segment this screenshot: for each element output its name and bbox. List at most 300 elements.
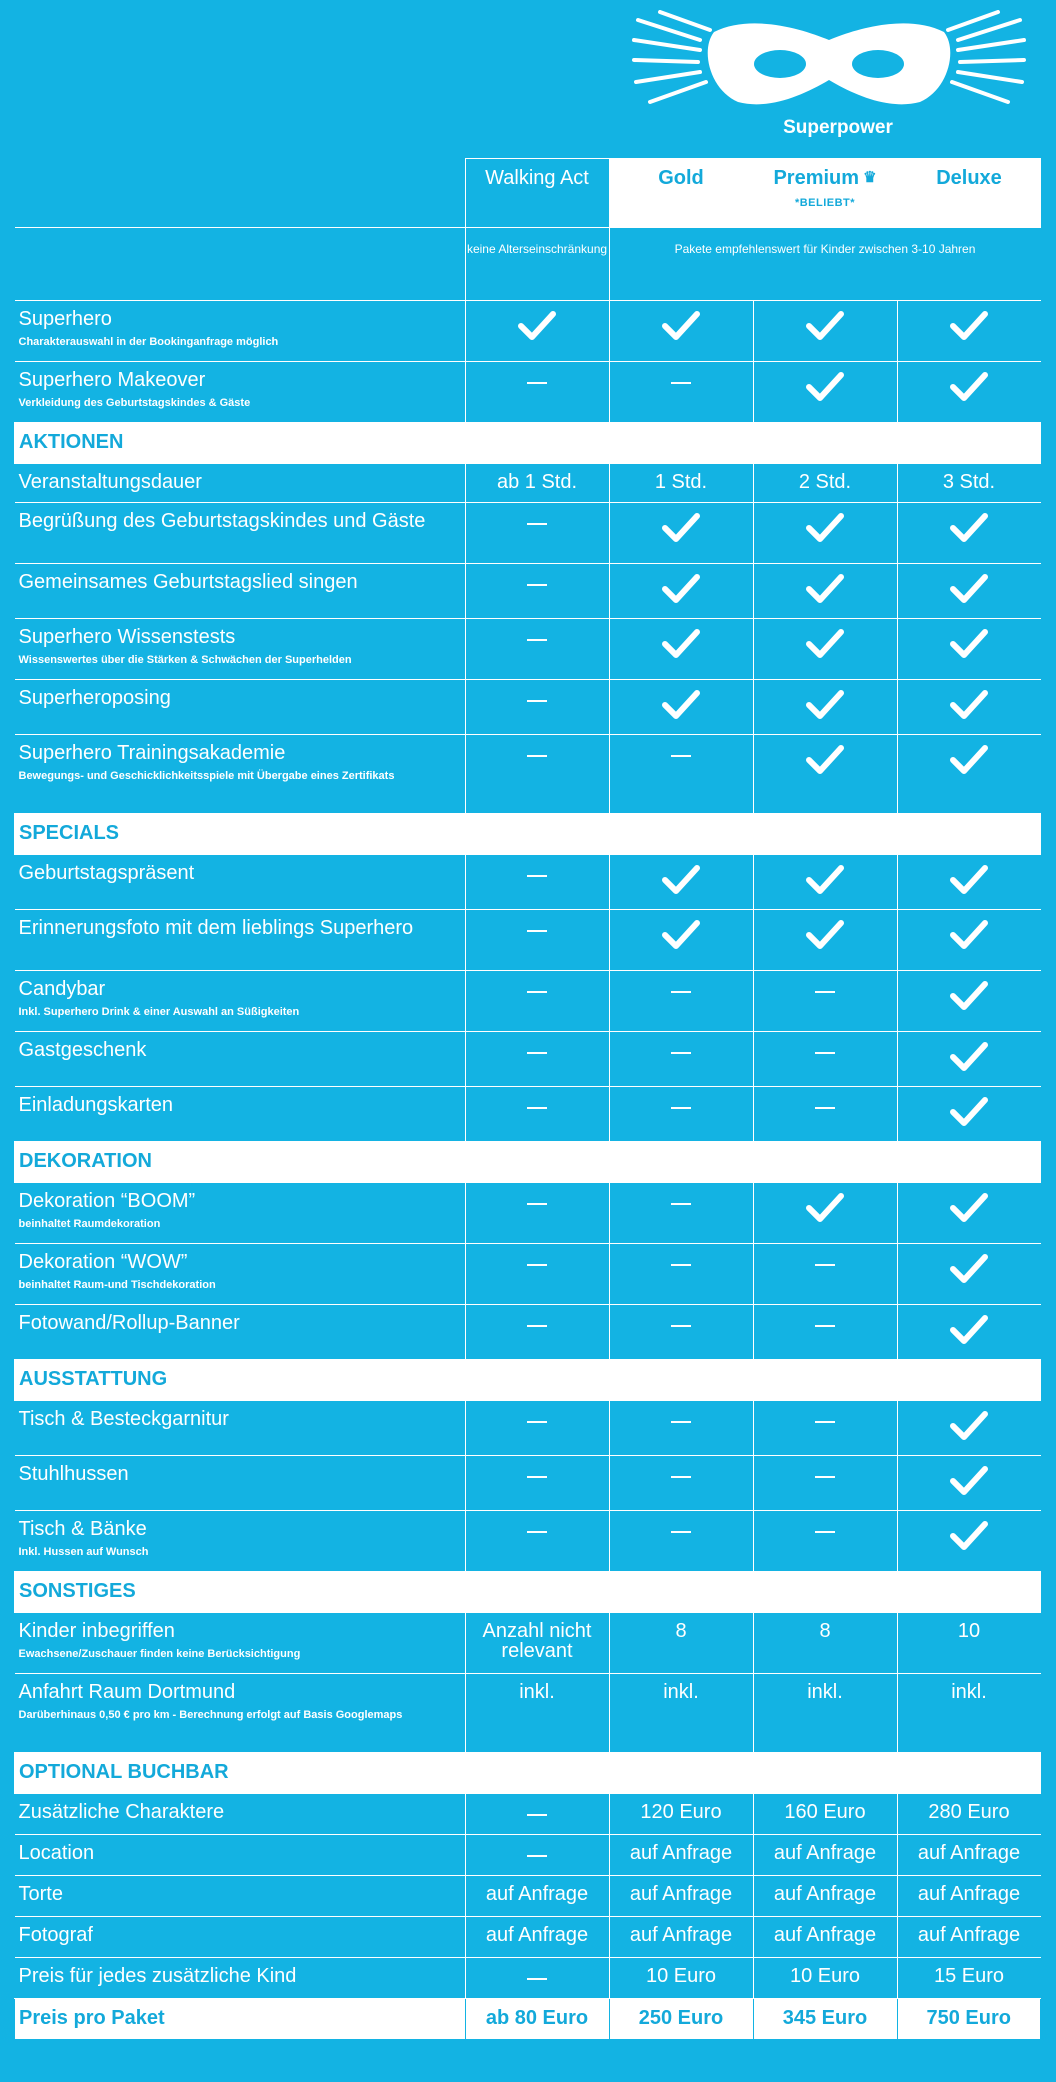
value-cell: [753, 1613, 897, 1674]
table-row: [15, 735, 1041, 814]
value-cell: [609, 1305, 753, 1360]
feature-cell: [15, 1835, 466, 1876]
value-cell: [609, 362, 753, 423]
cell-value: inkl.: [663, 1681, 699, 1703]
check-icon: [950, 629, 988, 659]
feature-note: Wissenswertes über die Stärken & Schwächen der Superhelden: [18, 654, 352, 666]
table-row: [15, 301, 1041, 362]
feature-label: Stuhlhussen: [18, 1463, 129, 1485]
feature-cell: [15, 301, 466, 362]
value-cell: [753, 971, 897, 1032]
cell-value: 10: [957, 1620, 981, 1642]
check-icon: [662, 574, 700, 604]
feature-label: Erinnerungsfoto mit dem lieblings Superhero: [18, 917, 414, 939]
value-cell: [753, 910, 897, 971]
dash-icon: [527, 1978, 547, 1980]
check-icon: [806, 690, 844, 720]
dash-icon: [527, 1203, 547, 1205]
feature-cell: [15, 1674, 466, 1753]
dash-icon: [527, 700, 547, 702]
feature-cell: [15, 1917, 466, 1958]
section-header: [15, 1572, 1041, 1613]
dash-icon: [527, 1421, 547, 1423]
section-title: AKTIONEN: [15, 423, 1041, 464]
dash-icon: [671, 1107, 691, 1109]
value-cell: [609, 1401, 753, 1456]
value-cell: [897, 1244, 1041, 1305]
value-cell: [465, 1674, 609, 1753]
dash-icon: [671, 1421, 691, 1423]
dash-icon: [671, 1476, 691, 1478]
table-row: [15, 1794, 1041, 1835]
value-cell: [609, 1032, 753, 1087]
feature-cell: [15, 362, 466, 423]
check-icon: [950, 1097, 988, 1127]
cell-value: auf Anfrage: [485, 1924, 589, 1946]
check-icon: [950, 1042, 988, 1072]
dash-icon: [527, 1107, 547, 1109]
check-icon: [950, 920, 988, 950]
cell-value: inkl.: [807, 1681, 843, 1703]
value-cell: [609, 1244, 753, 1305]
value-cell: [897, 1305, 1041, 1360]
table-row: [15, 680, 1041, 735]
check-icon: [950, 1254, 988, 1284]
value-cell: [897, 971, 1041, 1032]
feature-cell: [15, 971, 466, 1032]
table-row: [15, 564, 1041, 619]
age-note-walking: keine Alterseinschränkung: [465, 228, 609, 301]
value-cell: [609, 1917, 753, 1958]
table-row: [15, 1958, 1041, 1999]
value-cell: [897, 301, 1041, 362]
table-row: [15, 1917, 1041, 1958]
value-cell: [897, 464, 1041, 503]
column-premium: Premium ♛ *BELIEBT*: [753, 159, 897, 228]
column-deluxe: Deluxe: [897, 159, 1041, 228]
value-cell: [465, 1511, 609, 1572]
value-cell: [753, 1401, 897, 1456]
cell-value: 280 Euro: [928, 1801, 1010, 1823]
feature-label: Superhero Trainingsakademie: [18, 742, 286, 764]
feature-label: Dekoration “BOOM”: [18, 1190, 196, 1212]
value-cell: [609, 1183, 753, 1244]
feature-cell: [15, 564, 466, 619]
dash-icon: [527, 1264, 547, 1266]
check-icon: [950, 1193, 988, 1223]
check-icon: [662, 865, 700, 895]
feature-note: Inkl. Superhero Drink & einer Auswahl an Süßigkeiten: [18, 1006, 300, 1018]
value-cell: [609, 1794, 753, 1835]
value-cell: [609, 1876, 753, 1917]
dash-icon: [527, 930, 547, 932]
dash-icon: [527, 1325, 547, 1327]
value-cell: [465, 503, 609, 564]
feature-cell: [15, 1613, 466, 1674]
package-price: ab 80 Euro: [465, 1999, 609, 2040]
dash-icon: [527, 639, 547, 641]
value-cell: [753, 1917, 897, 1958]
value-cell: [465, 1183, 609, 1244]
check-icon: [806, 574, 844, 604]
feature-cell: [15, 1183, 466, 1244]
section-header: [15, 1753, 1041, 1794]
value-cell: [609, 301, 753, 362]
value-cell: [465, 1917, 609, 1958]
feature-note: Darüberhinaus 0,50 € pro km - Berechnung erfolgt auf Basis Googlemaps: [18, 1709, 403, 1721]
value-cell: [465, 1958, 609, 1999]
value-cell: [609, 1511, 753, 1572]
value-cell: [753, 464, 897, 503]
value-cell: [609, 464, 753, 503]
value-cell: [753, 1835, 897, 1876]
cell-value: 1 Std.: [654, 471, 708, 493]
check-icon: [518, 311, 556, 341]
check-icon: [950, 1315, 988, 1345]
dash-icon: [815, 1325, 835, 1327]
package-price: 250 Euro: [609, 1999, 753, 2040]
dash-icon: [527, 1814, 547, 1816]
value-cell: [897, 1401, 1041, 1456]
package-price: 750 Euro: [897, 1999, 1041, 2040]
check-icon: [662, 920, 700, 950]
section-title: OPTIONAL BUCHBAR: [15, 1753, 1041, 1794]
dash-icon: [527, 1531, 547, 1533]
value-cell: [897, 503, 1041, 564]
package-price: 345 Euro: [753, 1999, 897, 2040]
value-cell: [465, 680, 609, 735]
feature-cell: [15, 855, 466, 910]
dash-icon: [671, 1264, 691, 1266]
value-cell: [609, 503, 753, 564]
feature-label: Geburtstagspräsent: [18, 862, 195, 884]
feature-cell: [15, 1087, 466, 1142]
value-cell: [609, 1835, 753, 1876]
feature-cell: [15, 910, 466, 971]
feature-note: Bewegungs- und Geschicklichkeitsspiele mit Übergabe eines Zertifikats: [18, 770, 395, 782]
feature-cell: [15, 1305, 466, 1360]
value-cell: [753, 619, 897, 680]
price-label: Preis pro Paket: [15, 1999, 466, 2040]
price-row: [15, 1999, 1041, 2040]
dash-icon: [671, 1052, 691, 1054]
dash-icon: [815, 991, 835, 993]
value-cell: [465, 1456, 609, 1511]
value-cell: [465, 1876, 609, 1917]
check-icon: [662, 513, 700, 543]
value-cell: [465, 1244, 609, 1305]
table-row: [15, 855, 1041, 910]
feature-label: Fotograf: [18, 1924, 93, 1946]
value-cell: [753, 735, 897, 814]
value-cell: [609, 855, 753, 910]
cell-value: auf Anfrage: [485, 1883, 589, 1905]
cell-value: auf Anfrage: [917, 1842, 1021, 1864]
dash-icon: [527, 755, 547, 757]
value-cell: [465, 464, 609, 503]
comparison-table: [14, 158, 1041, 2040]
feature-cell: [15, 1794, 466, 1835]
value-cell: [753, 1876, 897, 1917]
value-cell: [465, 971, 609, 1032]
value-cell: [465, 1401, 609, 1456]
dash-icon: [527, 1855, 547, 1857]
dash-icon: [671, 382, 691, 384]
feature-label: Preis für jedes zusätzliche Kind: [18, 1965, 297, 1987]
section-header: [15, 1142, 1041, 1183]
cell-value: 120 Euro: [640, 1801, 722, 1823]
cell-value: 8: [675, 1620, 687, 1642]
check-icon: [950, 574, 988, 604]
value-cell: [753, 1958, 897, 1999]
value-cell: [897, 735, 1041, 814]
feature-note: Ewachsene/Zuschauer finden keine Berücksichtigung: [18, 1648, 301, 1660]
hero-header: [14, 0, 1040, 158]
dash-icon: [815, 1052, 835, 1054]
value-cell: [465, 564, 609, 619]
feature-cell: [15, 1401, 466, 1456]
value-cell: [753, 1244, 897, 1305]
cell-value: inkl.: [951, 1681, 987, 1703]
table-row: [15, 1876, 1041, 1917]
cell-value: 10 Euro: [789, 1965, 861, 1987]
feature-cell: [15, 619, 466, 680]
column-walking-act: Walking Act: [465, 159, 609, 228]
column-gold: Gold: [609, 159, 753, 228]
value-cell: [897, 1183, 1041, 1244]
dash-icon: [815, 1107, 835, 1109]
feature-cell: [15, 1511, 466, 1572]
cell-value: Anzahl nicht relevant: [482, 1620, 592, 1662]
cell-value: 10 Euro: [645, 1965, 717, 1987]
feature-cell: [15, 1456, 466, 1511]
cell-value: inkl.: [519, 1681, 555, 1703]
value-cell: [609, 735, 753, 814]
section-title: DEKORATION: [15, 1142, 1041, 1183]
value-cell: [753, 1032, 897, 1087]
table-row: [15, 362, 1041, 423]
feature-label: Begrüßung des Geburtstagskindes und Gäste: [18, 510, 426, 532]
value-cell: [465, 1087, 609, 1142]
value-cell: [897, 1456, 1041, 1511]
value-cell: [465, 301, 609, 362]
value-cell: [465, 1305, 609, 1360]
value-cell: [753, 1674, 897, 1753]
table-row: [15, 1244, 1041, 1305]
value-cell: [753, 1794, 897, 1835]
feature-label: Kinder inbegriffen: [18, 1620, 175, 1642]
value-cell: [753, 1305, 897, 1360]
value-cell: [753, 1511, 897, 1572]
check-icon: [950, 865, 988, 895]
value-cell: [753, 1087, 897, 1142]
dash-icon: [671, 991, 691, 993]
section-title: SONSTIGES: [15, 1572, 1041, 1613]
check-icon: [806, 920, 844, 950]
check-icon: [950, 690, 988, 720]
value-cell: [609, 1456, 753, 1511]
value-cell: [609, 1674, 753, 1753]
cell-value: 3 Std.: [942, 471, 996, 493]
value-cell: [753, 680, 897, 735]
check-icon: [950, 513, 988, 543]
value-cell: [609, 619, 753, 680]
value-cell: [465, 1794, 609, 1835]
value-cell: [897, 1917, 1041, 1958]
check-icon: [662, 629, 700, 659]
value-cell: [753, 564, 897, 619]
value-cell: [897, 1794, 1041, 1835]
value-cell: [897, 1511, 1041, 1572]
feature-cell: [15, 1032, 466, 1087]
value-cell: [753, 362, 897, 423]
dash-icon: [671, 1203, 691, 1205]
value-cell: [609, 1613, 753, 1674]
value-cell: [897, 680, 1041, 735]
feature-cell: [15, 1244, 466, 1305]
value-cell: [753, 855, 897, 910]
premium-badge: *BELIEBT*: [794, 197, 856, 209]
value-cell: [753, 1183, 897, 1244]
cell-value: 15 Euro: [933, 1965, 1005, 1987]
table-row: [15, 1613, 1041, 1674]
feature-label: Candybar: [18, 978, 106, 1000]
check-icon: [950, 1521, 988, 1551]
feature-label: Gastgeschenk: [18, 1039, 147, 1061]
feature-label: Dekoration “WOW”: [18, 1251, 188, 1273]
value-cell: [897, 362, 1041, 423]
value-cell: [609, 680, 753, 735]
dash-icon: [815, 1531, 835, 1533]
value-cell: [609, 1087, 753, 1142]
feature-cell: [15, 464, 466, 503]
feature-cell: [15, 1958, 466, 1999]
value-cell: [465, 1032, 609, 1087]
dash-icon: [527, 382, 547, 384]
check-icon: [806, 745, 844, 775]
section-header: [15, 423, 1041, 464]
dash-icon: [527, 523, 547, 525]
check-icon: [806, 629, 844, 659]
cell-value: auf Anfrage: [629, 1883, 733, 1905]
dash-icon: [527, 991, 547, 993]
value-cell: [897, 1958, 1041, 1999]
table-row: [15, 971, 1041, 1032]
feature-label: Superhero Makeover: [18, 369, 206, 391]
feature-note: beinhaltet Raumdekoration: [18, 1218, 161, 1230]
table-row: [15, 1674, 1041, 1753]
cell-value: 8: [819, 1620, 831, 1642]
value-cell: [753, 1456, 897, 1511]
dash-icon: [815, 1476, 835, 1478]
value-cell: [897, 1835, 1041, 1876]
dash-icon: [671, 1325, 691, 1327]
table-row: [15, 1511, 1041, 1572]
crown-icon: ♛: [863, 169, 877, 186]
feature-label: Superheroposing: [18, 687, 171, 709]
dash-icon: [527, 1476, 547, 1478]
value-cell: [465, 735, 609, 814]
section-header: [15, 814, 1041, 855]
check-icon: [806, 372, 844, 402]
feature-label: Superhero Wissenstests: [18, 626, 236, 648]
table-row: [15, 1032, 1041, 1087]
value-cell: [897, 1613, 1041, 1674]
value-cell: [753, 503, 897, 564]
cell-value: ab 1 Std.: [496, 471, 578, 493]
feature-label: Gemeinsames Geburtstagslied singen: [18, 571, 358, 593]
check-icon: [662, 690, 700, 720]
value-cell: [897, 564, 1041, 619]
feature-note: beinhaltet Raum-und Tischdekoration: [18, 1279, 216, 1291]
section-title: AUSSTATTUNG: [15, 1360, 1041, 1401]
cell-value: auf Anfrage: [917, 1883, 1021, 1905]
dash-icon: [671, 1531, 691, 1533]
feature-cell: [15, 680, 466, 735]
feature-cell: [15, 1876, 466, 1917]
value-cell: [465, 910, 609, 971]
dash-icon: [815, 1264, 835, 1266]
check-icon: [806, 1193, 844, 1223]
package-header-row: [15, 159, 1041, 228]
feature-note: Verkleidung des Geburtstagskindes & Gäste: [18, 397, 251, 409]
check-icon: [806, 865, 844, 895]
value-cell: [897, 1876, 1041, 1917]
table-row: [15, 1835, 1041, 1876]
table-row: [15, 910, 1041, 971]
check-icon: [950, 1466, 988, 1496]
table-row: [15, 1305, 1041, 1360]
table-row: [15, 1401, 1041, 1456]
feature-label: Tisch & Besteckgarnitur: [18, 1408, 229, 1430]
check-icon: [806, 311, 844, 341]
section-title: SPECIALS: [15, 814, 1041, 855]
table-row: [15, 1183, 1041, 1244]
check-icon: [950, 311, 988, 341]
feature-label: Zusätzliche Charaktere: [18, 1801, 225, 1823]
feature-cell: [15, 503, 466, 564]
check-icon: [950, 745, 988, 775]
age-note-row: [15, 228, 1041, 301]
feature-label: Location: [18, 1842, 95, 1864]
feature-label: Torte: [18, 1883, 63, 1905]
package-group-title: Superpower: [783, 117, 893, 138]
feature-label: Superhero: [18, 308, 112, 330]
check-icon: [950, 1411, 988, 1441]
feature-label: Anfahrt Raum Dortmund: [18, 1681, 236, 1703]
table-row: [15, 503, 1041, 564]
table-row: [15, 1087, 1041, 1142]
cell-value: 160 Euro: [784, 1801, 866, 1823]
check-icon: [950, 981, 988, 1011]
dash-icon: [527, 584, 547, 586]
check-icon: [806, 513, 844, 543]
value-cell: [753, 301, 897, 362]
feature-label: Einladungskarten: [18, 1094, 174, 1116]
cell-value: 2 Std.: [798, 471, 852, 493]
feature-note: Inkl. Hussen auf Wunsch: [18, 1546, 149, 1558]
check-icon: [662, 311, 700, 341]
cell-value: auf Anfrage: [773, 1842, 877, 1864]
value-cell: [465, 362, 609, 423]
value-cell: [465, 855, 609, 910]
cell-value: auf Anfrage: [773, 1883, 877, 1905]
table-row: [15, 1456, 1041, 1511]
dash-icon: [671, 755, 691, 757]
dash-icon: [815, 1421, 835, 1423]
table-body: [15, 301, 1041, 2040]
age-note-packages: Pakete empfehlenswert für Kinder zwischen 3-10 Jahren: [609, 228, 1041, 301]
